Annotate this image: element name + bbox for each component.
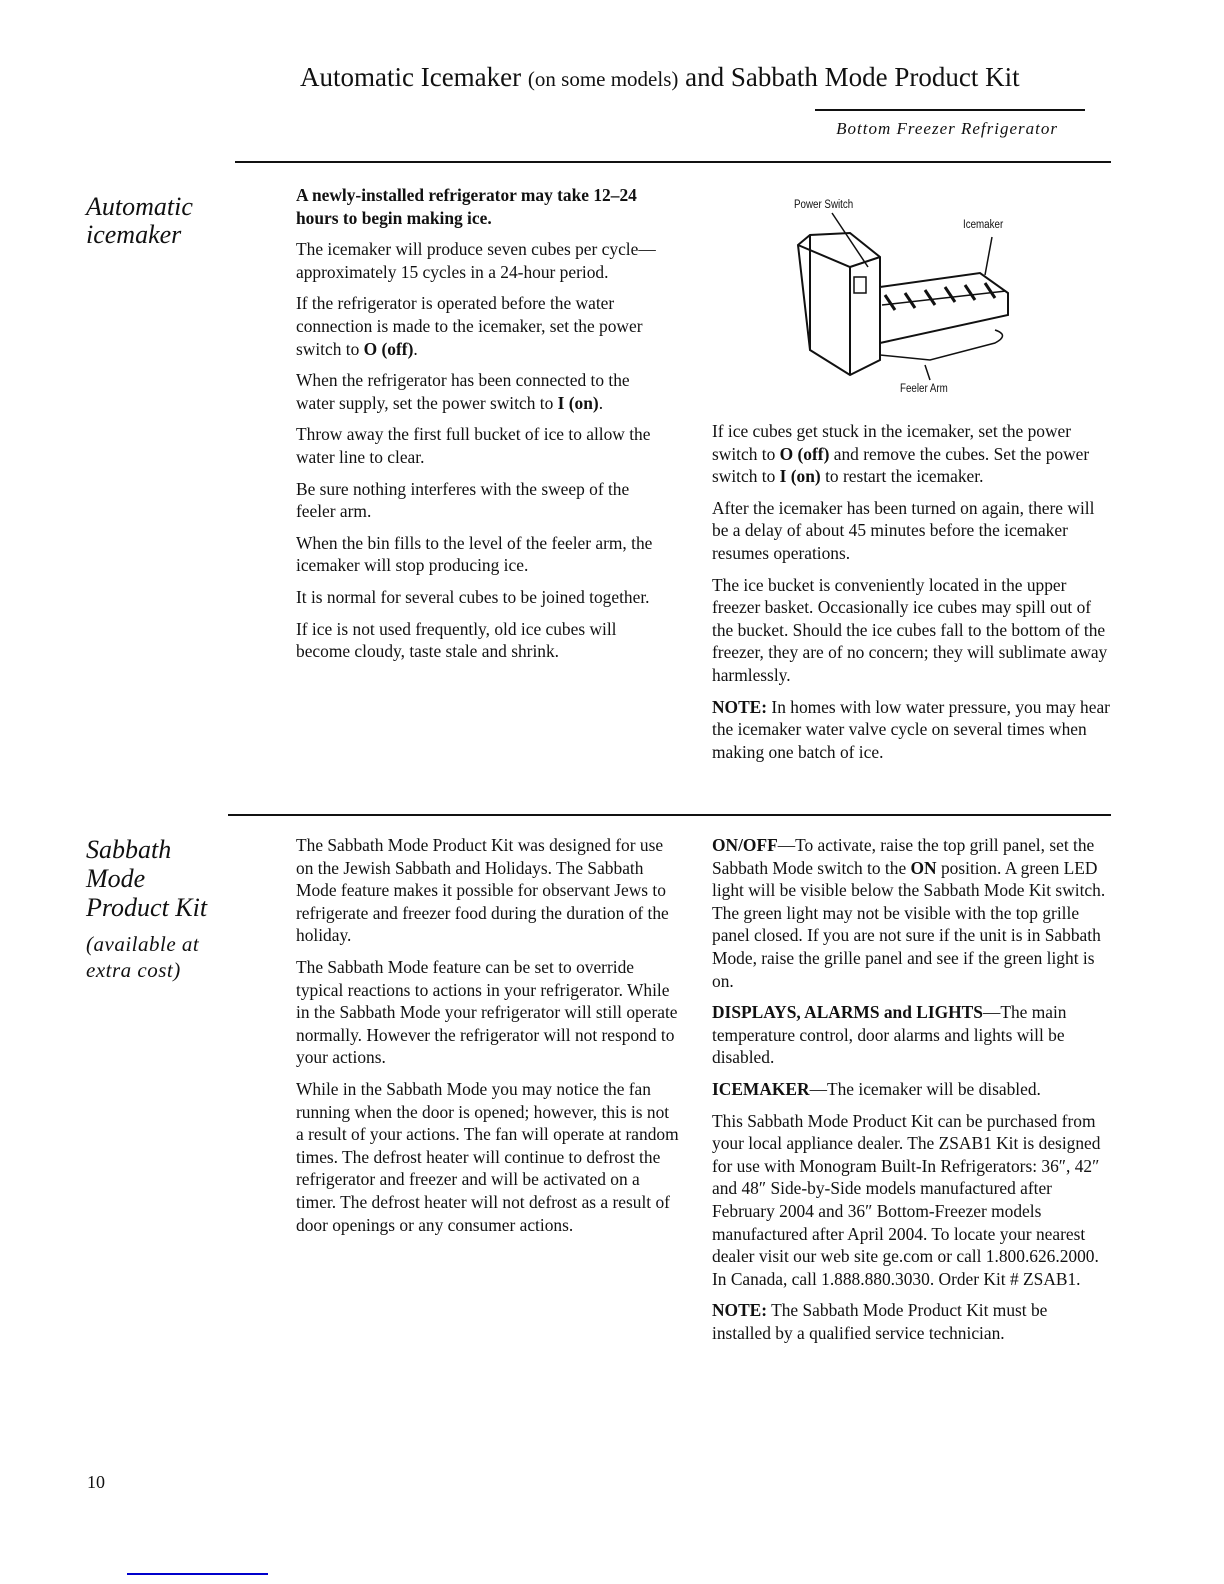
text: If the refrigerator is operated before the water connection is made to the icemaker, set the power switch to xyxy=(296,293,643,359)
paragraph xyxy=(296,956,681,1069)
paragraph xyxy=(712,420,1110,488)
title-qualifier: (on some models) xyxy=(527,67,679,91)
text: While in the Sabbath Mode you may notice the fan running when the door is opened; however, this is not a result of your actions. The fan will operate at random times. The defrost heater will continue to defrost the refrigerator and freezer and will be activated on a timer. The defrost heater will not defrost as a result of door openings or any consumer actions. xyxy=(296,1078,679,1235)
text: When the bin fills to the level of the feeler arm, the icemaker will stop producing ice. xyxy=(296,532,653,576)
bold-text: ON xyxy=(910,857,937,878)
bold-text: O (off) xyxy=(363,338,414,359)
paragraph xyxy=(296,618,671,663)
text: —To activate, raise the top grill panel, set the Sabbath Mode switch to the xyxy=(712,835,1095,878)
bold-text: NOTE: xyxy=(712,1300,768,1321)
text: The ice bucket is conveniently located in the upper freezer basket. Occasionally ice cubes may spill out of the bucket. Should the ice cubes fall to the bottom of the freezer, they are of no concern; they will sublimate away harmlessly. xyxy=(712,574,1108,685)
heading-line: Automatic xyxy=(86,192,193,221)
title-main-end: and Sabbath Mode Product Kit xyxy=(678,62,1020,92)
text: The icemaker will produce seven cubes per cycle—approximately 15 cycles in a 24-hour period. xyxy=(296,239,656,282)
text: After the icemaker has been turned on again, there will be a delay of about 45 minutes before the icemaker resumes operations. xyxy=(712,497,1095,563)
paragraph xyxy=(296,423,671,468)
paragraph xyxy=(296,532,671,577)
heading-line: Sabbath xyxy=(86,835,172,864)
icemaker-right-column xyxy=(712,420,1110,772)
title-main: Automatic Icemaker xyxy=(300,62,528,92)
text: Be sure nothing interferes with the sweep of the feeler arm. xyxy=(296,478,630,522)
paragraph xyxy=(296,1078,681,1236)
heading-line: Mode xyxy=(86,864,146,893)
bold-text: A newly-installed refrigerator may take 12–24 hours to begin making ice. xyxy=(296,185,637,228)
bold-text: DISPLAYS, ALARMS and LIGHTS xyxy=(712,1002,983,1023)
paragraph xyxy=(712,497,1110,565)
note-line: extra cost) xyxy=(86,958,181,982)
sabbath-right-column xyxy=(712,834,1110,1353)
text: position. A green LED light will be visible below the Sabbath Mode Kit switch. The green light may not be visible with the top grille panel closed. If you are not sure if the unit is in Sabbath Mode, raise the grille panel and see if the green light is on. xyxy=(712,857,1106,991)
feeler-arm-label: Feeler Arm xyxy=(900,383,948,395)
paragraph xyxy=(712,1110,1110,1291)
paragraph xyxy=(712,574,1110,687)
paragraph xyxy=(712,696,1110,764)
text: —The icemaker will be disabled. xyxy=(809,1078,1041,1099)
heading-line: Product Kit xyxy=(86,893,208,922)
icemaker-illustration xyxy=(780,195,1040,405)
bold-text: O (off) xyxy=(779,443,830,464)
text: Throw away the first full bucket of ice to allow the water line to clear. xyxy=(296,424,651,467)
text: When the refrigerator has been connected to the water supply, set the power switch to xyxy=(296,370,630,413)
text: It is normal for several cubes to be joined together. xyxy=(296,586,650,607)
power-switch-label: Power Switch xyxy=(794,199,854,211)
bold-text: I (on) xyxy=(557,392,599,413)
text: —The main temperature control, door alarms and lights will be disabled. xyxy=(712,1002,1067,1068)
text: to restart the icemaker. xyxy=(820,466,984,487)
paragraph xyxy=(296,369,671,414)
text: The Sabbath Mode Product Kit was designed for use on the Jewish Sabbath and Holidays. The Sabbath Mode feature makes it possible for observant Jews to refrigerate and freezer food during the duration of the holiday. xyxy=(296,835,669,946)
text: and remove the cubes. Set the power switch to xyxy=(712,443,1090,487)
icemaker-label: Icemaker xyxy=(963,219,1004,231)
icemaker-left-column xyxy=(296,184,671,672)
section-divider xyxy=(228,814,1111,816)
page-number: 10 xyxy=(87,1472,105,1492)
paragraph xyxy=(296,478,671,523)
paragraph xyxy=(712,1001,1110,1069)
icemaker-section-heading xyxy=(86,193,193,249)
text: The Sabbath Mode feature can be set to override typical reactions to actions in your refrigerator. While in the Sabbath Mode your refrigerator will still operate normally. However the refrigerator will not respond to your actions. xyxy=(296,956,678,1068)
paragraph xyxy=(296,184,671,229)
text: The Sabbath Mode Product Kit must be installed by a qualified service technician. xyxy=(712,1300,1048,1343)
sabbath-availability-note xyxy=(86,931,199,983)
icemaker-diagram xyxy=(780,195,1040,405)
bold-text: ICEMAKER xyxy=(712,1078,810,1099)
bold-text: ON/OFF xyxy=(712,835,778,855)
bold-text: NOTE: xyxy=(712,696,768,717)
paragraph xyxy=(712,834,1110,992)
text: If ice cubes get stuck in the icemaker, set the power switch to xyxy=(712,421,1072,464)
note-line: (available at xyxy=(86,932,200,956)
paragraph xyxy=(712,1299,1110,1344)
paragraph xyxy=(296,834,681,947)
footer-link-line xyxy=(127,1573,268,1575)
text: In homes with low water pressure, you may hear the icemaker water valve cycle on several times when making one batch of ice. xyxy=(712,696,1110,762)
bold-text: I (on) xyxy=(779,466,821,487)
paragraph xyxy=(296,292,671,360)
sabbath-section-heading xyxy=(86,835,207,922)
text: . xyxy=(598,392,604,413)
text: This Sabbath Mode Product Kit can be purchased from your local appliance dealer. The ZSAB1 Kit is designed for use with Monogram Built-In Refrigerators: 36″, 42″ and 48″ Side-by-Side models manufactured after February 2004 and 36″ Bottom-Freezer models manufactured after April 2004. To locate your nearest dealer visit our web site ge.com or call 1.800.626.2000. In Canada, call 1.888.880.3030. Order Kit # ZSAB1. xyxy=(712,1110,1101,1289)
paragraph xyxy=(712,1078,1110,1101)
paragraph xyxy=(296,238,671,283)
heading-line: icemaker xyxy=(86,220,182,249)
text: If ice is not used frequently, old ice cubes will become cloudy, taste stale and shrink. xyxy=(296,618,617,662)
section-divider xyxy=(235,161,1111,163)
text: . xyxy=(413,338,418,359)
page-subtitle: Bottom Freezer Refrigerator xyxy=(836,119,1058,138)
page-title xyxy=(300,62,1100,93)
header-rule xyxy=(815,109,1085,111)
sabbath-left-column xyxy=(296,834,681,1245)
paragraph xyxy=(296,586,671,609)
